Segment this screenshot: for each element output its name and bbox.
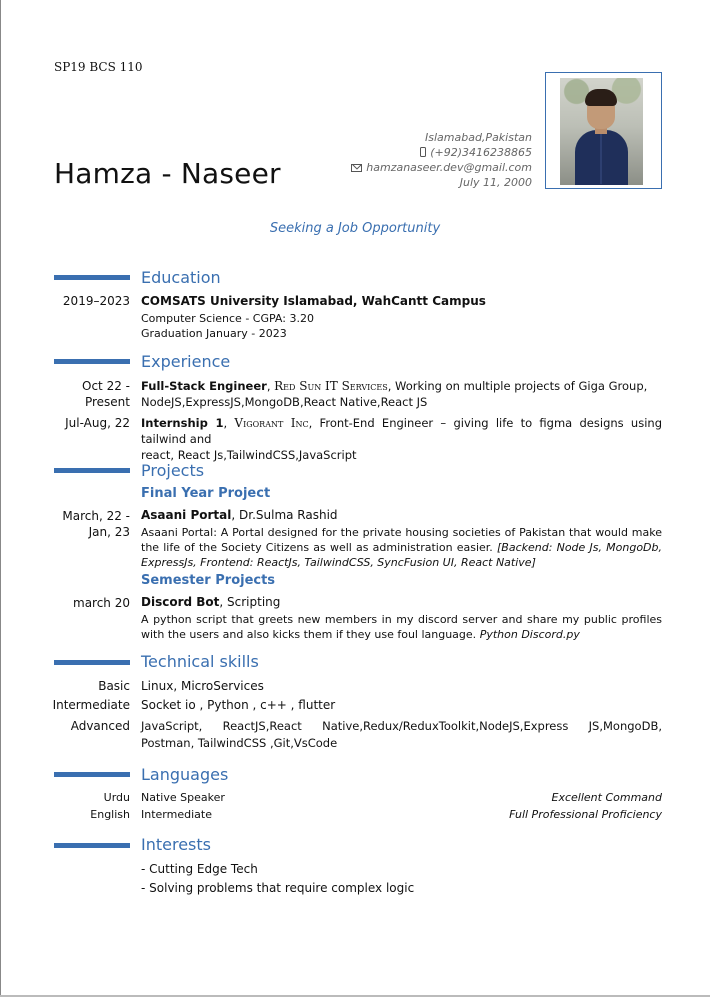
semester-project-date: march 20: [73, 596, 130, 610]
semester-project-title: Discord Bot: [141, 595, 220, 609]
section-rule-skills: [54, 660, 130, 665]
section-title-education: Education: [141, 268, 221, 287]
experience-2-entry: Internship 1, Vigorant Inc, Front-End Engineer – giving life to figma designs using tailwind and react, React Js,TailwindCSS,JavaScript: [141, 416, 662, 462]
experience-2-desc: , Front-End Engineer – giving life to figma designs using tailwind and: [141, 416, 662, 446]
section-title-languages: Languages: [141, 765, 229, 784]
education-dates: 2019–2023: [62, 294, 130, 308]
email-address[interactable]: hamzanaseer.dev@gmail.com: [366, 161, 532, 174]
interest-item: - Solving problems that require complex logic: [141, 881, 415, 895]
section-rule-education: [54, 275, 130, 280]
language-1-level: Native Speaker: [141, 791, 225, 804]
section-title-experience: Experience: [141, 352, 231, 371]
skill-level-basic: Basic: [98, 679, 130, 693]
language-1-name: Urdu: [103, 791, 130, 804]
phone-icon: [420, 147, 426, 157]
final-year-project-heading: Final Year Project: [141, 486, 271, 501]
experience-1-role: Full-Stack Engineer: [141, 379, 267, 393]
semester-project-desc: A python script that greets new members in my discord server and share my public profiles with the users and also kicks them if they use foul language.: [141, 613, 662, 641]
location: Islamabad,Pakistan: [425, 131, 532, 144]
section-title-interests: Interests: [141, 835, 211, 854]
experience-1-stack: NodeJS,ExpressJS,MongoDB,React Native,React JS: [141, 395, 428, 409]
section-rule-languages: [54, 772, 130, 777]
section-rule-projects: [54, 468, 130, 473]
final-project-description: [141, 525, 662, 570]
semester-project-title-line: [141, 595, 280, 609]
experience-2-stack: react, React Js,TailwindCSS,JavaScript: [141, 448, 357, 462]
final-project-stack: [Backend: Node Js, MongoDb, ExpressJs, Frontend: ReactJs, TailwindCSS, SyncFusion UI, React Native]: [141, 541, 662, 569]
tagline: Seeking a Job Opportunity: [269, 221, 441, 236]
final-project-supervisor: , Dr.Sulma Rashid: [231, 508, 338, 522]
contact-block: [351, 130, 532, 190]
profile-photo-frame: [545, 72, 662, 189]
skill-level-intermediate: Intermediate: [52, 698, 130, 712]
section-title-skills: Technical skills: [141, 652, 259, 671]
experience-2-company: Vigorant Inc: [234, 416, 309, 430]
semester-project-stack: Python Discord.py: [479, 628, 580, 641]
candidate-name: Hamza - Naseer: [54, 157, 281, 190]
skill-items-intermediate: Socket io , Python , c++ , flutter: [141, 698, 336, 712]
email-line[interactable]: [351, 160, 532, 175]
profile-photo: [560, 78, 643, 185]
language-2-level: Intermediate: [141, 808, 212, 821]
page-left-border: [0, 0, 1, 997]
final-project-title: Asaani Portal: [141, 508, 232, 522]
phone-line: [351, 145, 532, 160]
experience-1-company: Red Sun IT Services: [274, 379, 388, 393]
final-project-date-start: March, 22 -: [62, 509, 130, 523]
final-project-title-line: [141, 508, 338, 522]
final-project-date-end: Jan, 23: [88, 525, 130, 539]
section-rule-interests: [54, 843, 130, 848]
section-title-projects: Projects: [141, 461, 205, 480]
interest-item: - Cutting Edge Tech: [141, 862, 258, 876]
final-project-desc: Asaani Portal: A Portal designed for the private housing societies of Pakistan that would make the life of the Society Citizens as well as administration easier.: [141, 526, 662, 554]
semester-projects-heading: Semester Projects: [141, 573, 276, 588]
language-1-note: Excellent Command: [551, 791, 662, 804]
envelope-icon: [351, 164, 362, 172]
date-of-birth: July 11, 2000: [459, 176, 532, 189]
roll-number: SP19 BCS 110: [54, 60, 143, 74]
semester-project-description: [141, 612, 662, 642]
language-2-name: English: [90, 808, 130, 821]
section-rule-experience: [54, 359, 130, 364]
experience-1-desc: , Working on multiple projects of Giga Group,: [387, 379, 648, 393]
semester-project-type: , Scripting: [219, 595, 281, 609]
skill-level-advanced: Advanced: [70, 719, 130, 733]
education-graduation: Graduation January - 2023: [141, 327, 287, 340]
education-institution: COMSATS University Islamabad, WahCantt Campus: [141, 294, 486, 308]
skill-items-advanced: JavaScript, ReactJS,React Native,Redux/ReduxToolkit,NodeJS,Express JS,MongoDB, Postman, TailwindCSS ,Git,VsCode: [141, 719, 662, 750]
language-2-note: Full Professional Proficiency: [509, 808, 662, 821]
skill-items-basic: Linux, MicroServices: [141, 679, 264, 693]
experience-1-entry: Full-Stack Engineer, Red Sun IT Services, Working on multiple projects of Giga Group, NodeJS,ExpressJS,MongoDB,React Native,React JS: [141, 379, 648, 409]
experience-1-date-start: Oct 22 -: [82, 379, 130, 393]
experience-2-date: Jul-Aug, 22: [65, 416, 130, 430]
experience-1-date-end: Present: [84, 395, 130, 409]
phone-number: (+92)3416238865: [430, 146, 532, 159]
experience-2-role: Internship 1: [141, 416, 224, 430]
education-program: Computer Science - CGPA: 3.20: [141, 312, 314, 325]
